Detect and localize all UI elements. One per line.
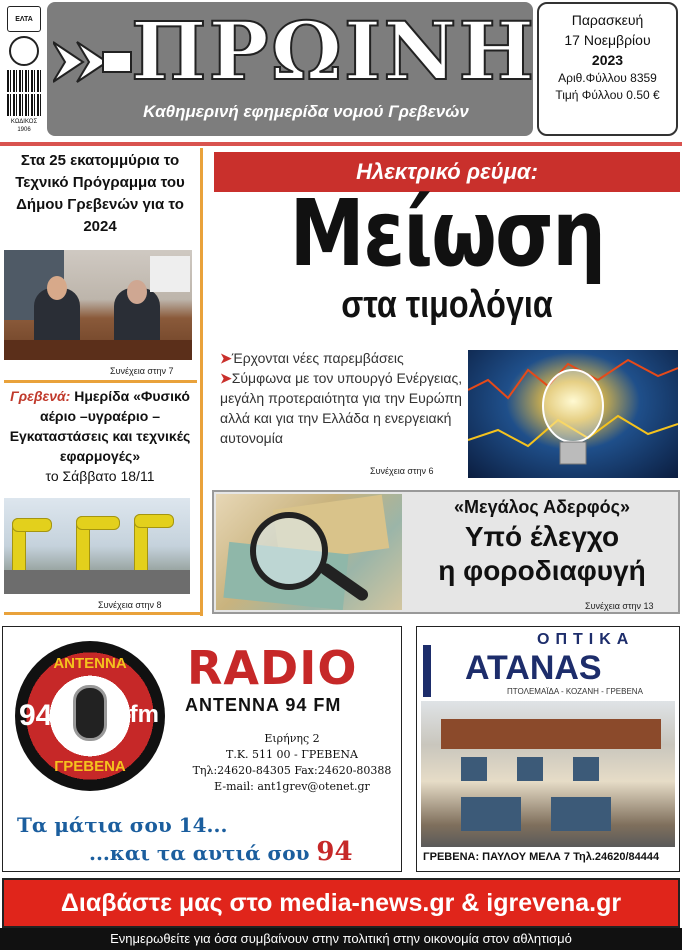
magnifier-icon xyxy=(250,512,328,590)
lightbulb-photo xyxy=(468,350,678,478)
microphone-icon xyxy=(73,685,107,741)
continue-link[interactable]: Συνέχεια στην 8 xyxy=(98,600,162,610)
tax-story xyxy=(404,494,680,588)
newspaper-subtitle: Καθημερινή εφημερίδα νομού Γρεβενών xyxy=(143,102,469,121)
newspaper-title: ΠΡΩΙΝΗ xyxy=(131,4,537,98)
code-label: ΚΩΔΙΚΟΣ 1906 xyxy=(10,119,38,133)
story-technical-program[interactable] xyxy=(4,150,196,238)
price: Τιμή Φύλλου 0.50 € xyxy=(555,88,660,102)
main-bullets xyxy=(220,348,468,448)
continue-link[interactable]: Συνέχεια στην 13 xyxy=(585,601,654,611)
bullet-item: ➤Έρχονται νέες παρεμβάσεις xyxy=(220,350,404,366)
story-headline: Ημερίδα «Φυσικό αέριο –υγραέριο – Εγκαταστάσεις και τεχνικές εφαρμογές» xyxy=(9,388,191,464)
story-date: το Σάββατο 18/11 xyxy=(45,468,155,484)
issn-codes xyxy=(4,6,44,136)
story-headline: Στα 25 εκατομμύρια το Τεχνικό Πρόγραμμα του Δήμου Γρεβενών για το 2024 xyxy=(15,152,185,235)
tax-headline: η φοροδιαφυγή xyxy=(438,555,646,586)
shop-photo xyxy=(421,701,675,847)
elta-logo: ΕΛΤΑ xyxy=(7,6,41,32)
money-magnifier-photo xyxy=(216,494,402,610)
radio-address: Ειρήνης 2 Τ.Κ. 511 00 - ΓΡΕΒΕΝΑ Τηλ:24620-84305 Fax:24620-80388 E-mail: ant1grev@otenet.gr xyxy=(192,732,392,793)
gas-installation-photo xyxy=(4,498,190,594)
weekday: Παρασκευή xyxy=(571,12,644,28)
year: 2023 xyxy=(591,52,624,68)
lightbulb-icon xyxy=(468,350,678,478)
masthead xyxy=(47,2,537,136)
bullet-item: ➤Σύμφωνα με τον υπουργό Ενέργειας, μεγάλη προτεραιότητα για την Ευρώπη αλλά και για την Ελλάδα η ενεργειακή αυτονομία xyxy=(220,370,463,446)
main-kicker: Ηλεκτρικό ρεύμα: xyxy=(214,152,680,192)
arrow-logo-icon xyxy=(53,38,133,86)
arrow-icon: ➤ xyxy=(220,350,232,366)
story-gas-seminar[interactable] xyxy=(4,386,196,486)
main-subheadline: στα τιμολόγια xyxy=(341,284,553,326)
radio-slogan: Τα μάτια σου 14... xyxy=(17,813,228,837)
date-box xyxy=(537,2,678,136)
divider xyxy=(0,142,682,146)
barcode-icon xyxy=(7,70,41,92)
story-kicker: Γρεβενά: xyxy=(10,388,71,404)
continue-link[interactable]: Συνέχεια στην 6 xyxy=(370,466,434,476)
date: 17 Νοεμβρίου xyxy=(564,32,651,48)
optika-top: ΟΠΤΙΚΑ xyxy=(537,631,635,648)
radio-advertisement[interactable] xyxy=(2,626,402,872)
main-headline[interactable]: Μείωση xyxy=(289,180,605,287)
meeting-photo xyxy=(4,250,192,360)
k-logo-icon xyxy=(423,645,463,697)
continue-link[interactable]: Συνέχεια στην 7 xyxy=(110,366,174,376)
footer-tagline: Ενημερωθείτε για όσα συμβαίνουν στην πολιτική στην οικονομία στον αθλητισμό xyxy=(0,928,682,950)
optika-name: ATANAS xyxy=(465,649,602,687)
seal-icon xyxy=(9,36,39,66)
radio-subtitle: ANTENNA 94 FM xyxy=(185,695,342,715)
issue-number: Αριθ.Φύλλου 8359 xyxy=(558,71,657,85)
tax-kicker: «Μεγάλος Αδερφός» xyxy=(454,497,630,517)
divider xyxy=(4,380,197,383)
divider xyxy=(4,612,200,615)
divider xyxy=(200,148,203,616)
radio-slogan: ...και τα αυτιά σου 94 xyxy=(89,837,353,867)
arrow-icon: ➤ xyxy=(220,370,232,386)
optika-cities: ΠΤΟΛΕΜΑΪΔΑ - ΚΟΖΑΝΗ - ΓΡΕΒΕΝΑ xyxy=(507,687,643,696)
tax-headline: Υπό έλεγχο xyxy=(464,521,620,552)
website-banner[interactable]: Διαβάστε μας στο media-news.gr & igrevena.gr xyxy=(2,878,680,928)
radio-logo: ΑΝΤΕΝΝΑ 94 fm ΓΡΕΒΕΝΑ xyxy=(15,641,165,791)
optika-address: ΓΡΕΒΕΝΑ: ΠΑΥΛΟΥ ΜΕΛΑ 7 Τηλ.24620/84444 xyxy=(423,851,660,863)
barcode-icon xyxy=(7,94,41,116)
optika-advertisement[interactable] xyxy=(416,626,680,872)
radio-title: RADIO xyxy=(187,641,358,695)
